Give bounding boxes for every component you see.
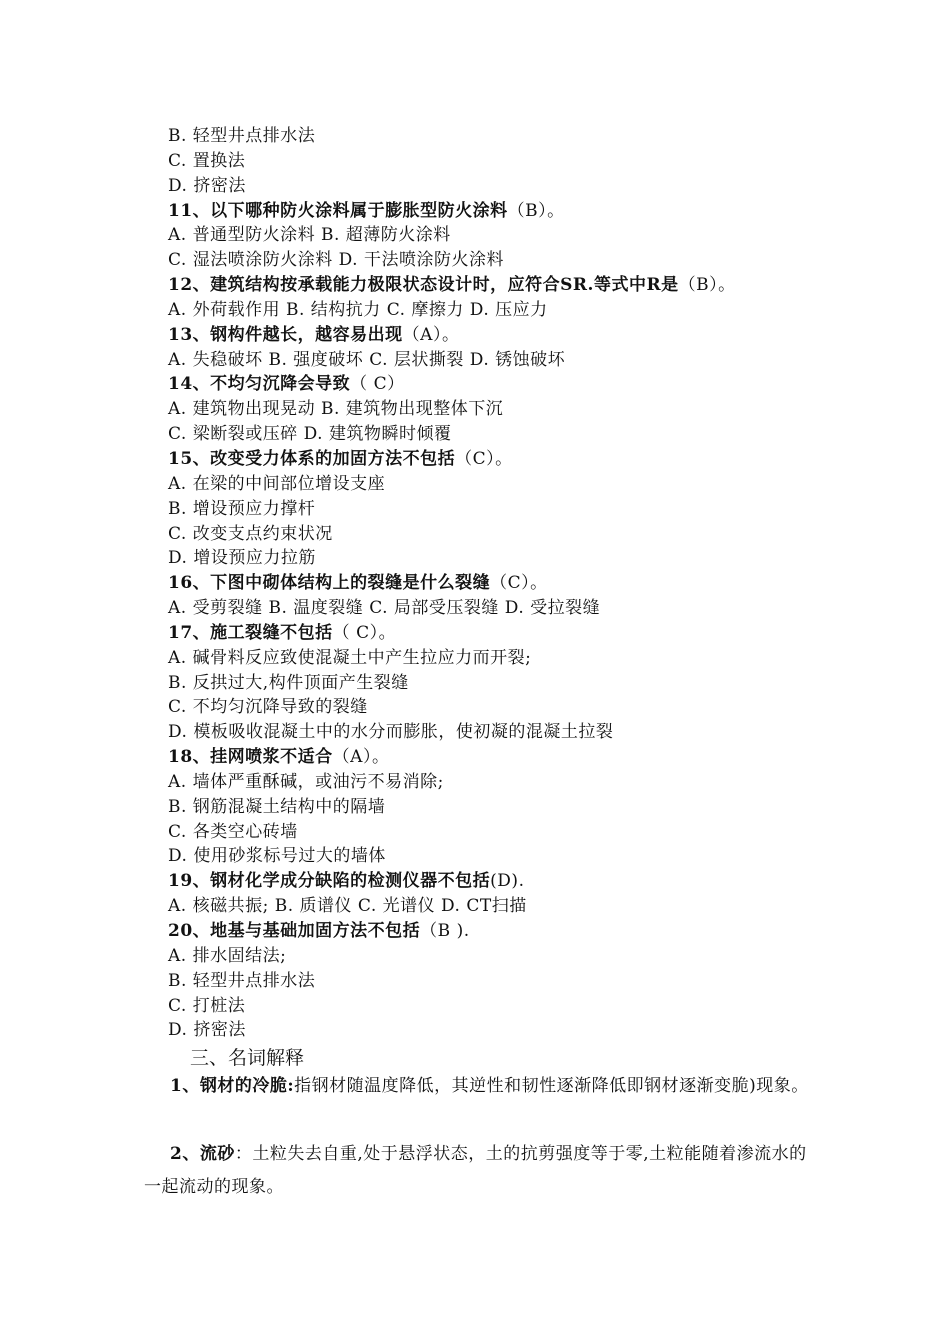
option-line xyxy=(168,522,888,547)
answer-text: （A）。 xyxy=(402,324,460,345)
definition-text: ：土粒失去自重,处于悬浮状态，土的抗剪强度等于零,土粒能随着渗流水的一起流动的现象。 xyxy=(144,1144,807,1197)
option-text: A. 碱骨料反应致使混凝土中产生拉应力而开裂; xyxy=(168,647,532,668)
option-text: C. 不均匀沉降导致的裂缝 xyxy=(168,697,368,718)
option-line xyxy=(168,174,888,199)
option-line xyxy=(168,994,888,1019)
option-line xyxy=(168,695,888,720)
answer-text: （B ). xyxy=(420,921,470,941)
question-line xyxy=(168,199,888,224)
option-line xyxy=(168,894,888,919)
question-text: 18、挂网喷浆不适合 xyxy=(168,747,333,768)
question-line xyxy=(168,372,888,397)
option-line xyxy=(168,546,888,571)
option-text: C. 湿法喷涂防火涂料 D. 干法喷涂防火涂料 xyxy=(168,250,504,271)
question-list xyxy=(168,124,888,1043)
option-text: D. 挤密法 xyxy=(168,175,246,196)
option-text: C. 改变支点约束状况 xyxy=(168,523,333,544)
option-text: C. 各类空心砖墙 xyxy=(168,821,298,842)
option-text: C. 梁断裂或压碎 D. 建筑物瞬时倾覆 xyxy=(168,424,452,445)
option-text: A. 失稳破坏 B. 强度破坏 C. 层状撕裂 D. 锈蚀破坏 xyxy=(168,349,566,370)
question-text: 20、地基与基础加固方法不包括 xyxy=(168,921,421,941)
definition-term: 1、钢材的冷脆: xyxy=(170,1076,295,1096)
answer-text: （ C）。 xyxy=(332,622,397,643)
definition-term: 2、流砂 xyxy=(170,1144,235,1164)
option-line xyxy=(168,944,888,969)
option-line xyxy=(168,397,888,422)
question-line xyxy=(168,621,888,646)
option-text: A. 核磁共振; B. 质谱仪 C. 光谱仪 D. CT扫描 xyxy=(168,896,527,917)
option-line xyxy=(168,844,888,869)
question-line xyxy=(168,447,888,472)
option-line xyxy=(168,1018,888,1043)
definition-paragraph xyxy=(144,1070,814,1103)
option-line xyxy=(168,596,888,621)
option-text: A. 在梁的中间部位增设支座 xyxy=(168,473,386,494)
question-text: 19、钢材化学成分缺陷的检测仪器不包括 xyxy=(168,871,491,892)
option-text: D. 增设预应力拉筋 xyxy=(168,548,316,569)
option-line xyxy=(168,770,888,795)
option-line xyxy=(168,720,888,745)
option-line xyxy=(168,223,888,248)
option-text: B. 增设预应力撑杆 xyxy=(168,498,316,519)
option-text: D. 挤密法 xyxy=(168,1020,246,1041)
question-line xyxy=(168,323,888,348)
option-line xyxy=(168,348,888,373)
option-line xyxy=(168,298,888,323)
option-line xyxy=(168,124,888,149)
option-text: B. 反拱过大,构件顶面产生裂缝 xyxy=(168,672,409,693)
answer-text: （ C） xyxy=(350,374,405,395)
answer-text: （B）。 xyxy=(507,200,565,221)
option-text: D. 使用砂浆标号过大的墙体 xyxy=(168,846,386,867)
option-line xyxy=(168,969,888,994)
option-line xyxy=(168,820,888,845)
question-text: 17、施工裂缝不包括 xyxy=(168,622,333,643)
option-text: B. 钢筋混凝土结构中的隔墙 xyxy=(168,796,386,817)
question-line xyxy=(168,571,888,596)
question-text: 16、下图中砌体结构上的裂缝是什么裂缝 xyxy=(168,573,491,594)
option-line xyxy=(168,472,888,497)
option-text: A. 墙体严重酥碱，或油污不易消除; xyxy=(168,771,444,792)
question-text: 11、以下哪种防火涂料属于膨胀型防火涂料 xyxy=(168,200,508,221)
option-text: A. 受剪裂缝 B. 温度裂缝 C. 局部受压裂缝 D. 受拉裂缝 xyxy=(168,598,601,619)
option-line xyxy=(168,671,888,696)
option-text: A. 建筑物出现晃动 B. 建筑物出现整体下沉 xyxy=(168,399,504,420)
option-text: A. 排水固结法; xyxy=(168,945,287,966)
answer-text: （C）。 xyxy=(490,573,548,594)
question-line xyxy=(168,919,888,944)
option-line xyxy=(168,795,888,820)
option-text: B. 轻型井点排水法 xyxy=(168,970,316,991)
question-line xyxy=(168,869,888,894)
definition-paragraph xyxy=(144,1138,814,1204)
option-text: B. 轻型井点排水法 xyxy=(168,126,316,146)
answer-text: （C）。 xyxy=(455,448,513,469)
question-line xyxy=(168,745,888,770)
definition-text: 指钢材随温度降低，其逆性和韧性逐渐降低即钢材逐渐变脆)现象。 xyxy=(294,1076,809,1096)
option-line xyxy=(168,149,888,174)
option-text: A. 普通型防火涂料 B. 超薄防火涂料 xyxy=(168,225,451,246)
option-text: C. 打桩法 xyxy=(168,995,246,1016)
option-text: C. 置换法 xyxy=(168,150,246,171)
option-text: D. 模板吸收混凝土中的水分而膨胀，使初凝的混凝土拉裂 xyxy=(168,722,614,743)
answer-text: （A）。 xyxy=(332,747,390,768)
question-line xyxy=(168,273,888,298)
question-text: 14、不均匀沉降会导致 xyxy=(168,374,351,395)
question-text: 12、建筑结构按承载能力极限状态设计时，应符合SR.等式中R是 xyxy=(168,275,679,296)
section-title: 三、名词解释 xyxy=(190,1047,305,1069)
option-line xyxy=(168,497,888,522)
option-text: A. 外荷载作用 B. 结构抗力 C. 摩擦力 D. 压应力 xyxy=(168,299,548,320)
question-text: 15、改变受力体系的加固方法不包括 xyxy=(168,448,456,469)
option-line xyxy=(168,248,888,273)
answer-text: (D). xyxy=(490,871,525,892)
option-line xyxy=(168,422,888,447)
option-line xyxy=(168,646,888,671)
question-text: 13、钢构件越长，越容易出现 xyxy=(168,324,403,345)
answer-text: （B）。 xyxy=(678,275,736,296)
